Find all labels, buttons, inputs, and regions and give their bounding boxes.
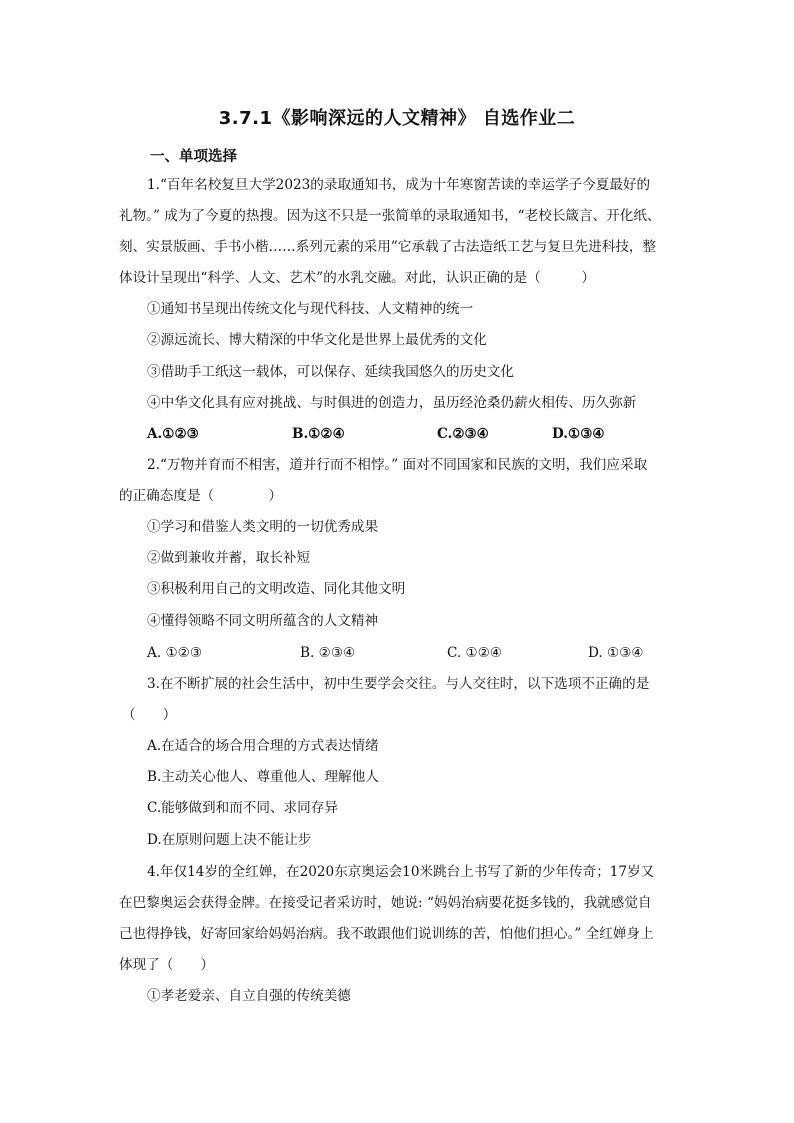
question-1-option-a[interactable]: A.①②③ (147, 426, 199, 442)
question-1-option-c[interactable]: C.②③④ (437, 426, 489, 442)
question-2-item-2: ②做到兼收并蓄，取长补短 (147, 550, 311, 566)
question-2-line-2: 的正确态度是（ ） (119, 488, 283, 504)
question-3-line-2: （ ） (122, 707, 177, 723)
question-1-item-4: ④中华文化具有应对挑战、与时俱进的创造力，虽历经沧桑仍薪火相传、历久弥新 (147, 395, 637, 411)
section-heading: 一、单项选择 (150, 149, 237, 165)
question-1-option-b[interactable]: B.①②④ (292, 426, 345, 442)
question-2-option-d[interactable]: D. ①③④ (588, 645, 644, 661)
question-3-line-1: 3.在不断扩展的社会生活中，初中生要学会交往。与人交往时，以下选项不正确的是 (147, 676, 650, 692)
question-3-option-a[interactable]: A.在适合的场合用合理的方式表达情绪 (147, 738, 379, 754)
question-2-option-b[interactable]: B. ②③④ (300, 645, 356, 661)
question-1-item-3: ③借助手工纸这一载体，可以保存、延续我国悠久的历史文化 (147, 364, 515, 380)
question-2-option-a[interactable]: A. ①②③ (147, 645, 203, 661)
question-2-option-c[interactable]: C. ①②④ (447, 645, 503, 661)
question-1-line-3: 刻、实景版画、手书小楷……系列元素的采用”它承载了古法造纸工艺与复旦先进科技，整 (119, 239, 657, 255)
question-1-line-2: 礼物。” 成为了今夏的热搜。因为这不只是一张简单的录取通知书，“老校长箴言、开化纸、 (119, 208, 661, 224)
document-title: 3.7.1《影响深远的人文精神》 自选作业二 (218, 108, 576, 129)
question-4-line-1: 4.年仅14岁的全红婵，在2020东京奥运会10米跳台上书写了新的少年传奇；17岁又 (147, 864, 655, 880)
question-1-item-1: ①通知书呈现出传统文化与现代科技、人文精神的统一 (147, 301, 474, 317)
question-4-line-2: 在巴黎奥运会获得金牌。在接受记者采访时，她说: “妈妈治病要花挺多钱的，我就感觉自 (119, 895, 652, 911)
question-2-line-1: 2.“万物并育而不相害，道并行而不相悖。” 面对不同国家和民族的文明，我们应采取 (147, 457, 648, 473)
question-4-item-1: ①孝老爱亲、自立自强的传统美德 (147, 988, 351, 1004)
question-4-line-3: 己也得挣钱，好寄回家给妈妈治病。我不敢跟他们说训练的苦，怕他们担心。” 全红婵身上 (119, 926, 654, 942)
question-1-line-1: 1.“百年名校复旦大学2023的录取通知书，成为十年寒窗苦读的幸运学子今夏最好的 (147, 177, 651, 193)
question-1-item-2: ②源远流长、博大精深的中华文化是世界上最优秀的文化 (147, 332, 487, 348)
question-1-option-d[interactable]: D.①③④ (552, 426, 605, 442)
question-2-item-3: ③积极利用自己的文明改造、同化其他文明 (147, 581, 406, 597)
question-2-item-1: ①学习和借鉴人类文明的一切优秀成果 (147, 519, 379, 535)
question-1-line-4: 体设计呈现出“科学、人文、艺术”的水乳交融。对此，认识正确的是（ ） (119, 270, 596, 286)
question-2-item-4: ④懂得领略不同文明所蕴含的人文精神 (147, 613, 379, 629)
question-3-option-c[interactable]: C.能够做到和而不同、求同存异 (147, 800, 338, 816)
question-3-option-d[interactable]: D.在原则问题上决不能让步 (147, 832, 312, 848)
question-3-option-b[interactable]: B.主动关心他人、尊重他人、理解他人 (147, 769, 379, 785)
question-4-line-4: 体现了（ ） (119, 957, 215, 973)
